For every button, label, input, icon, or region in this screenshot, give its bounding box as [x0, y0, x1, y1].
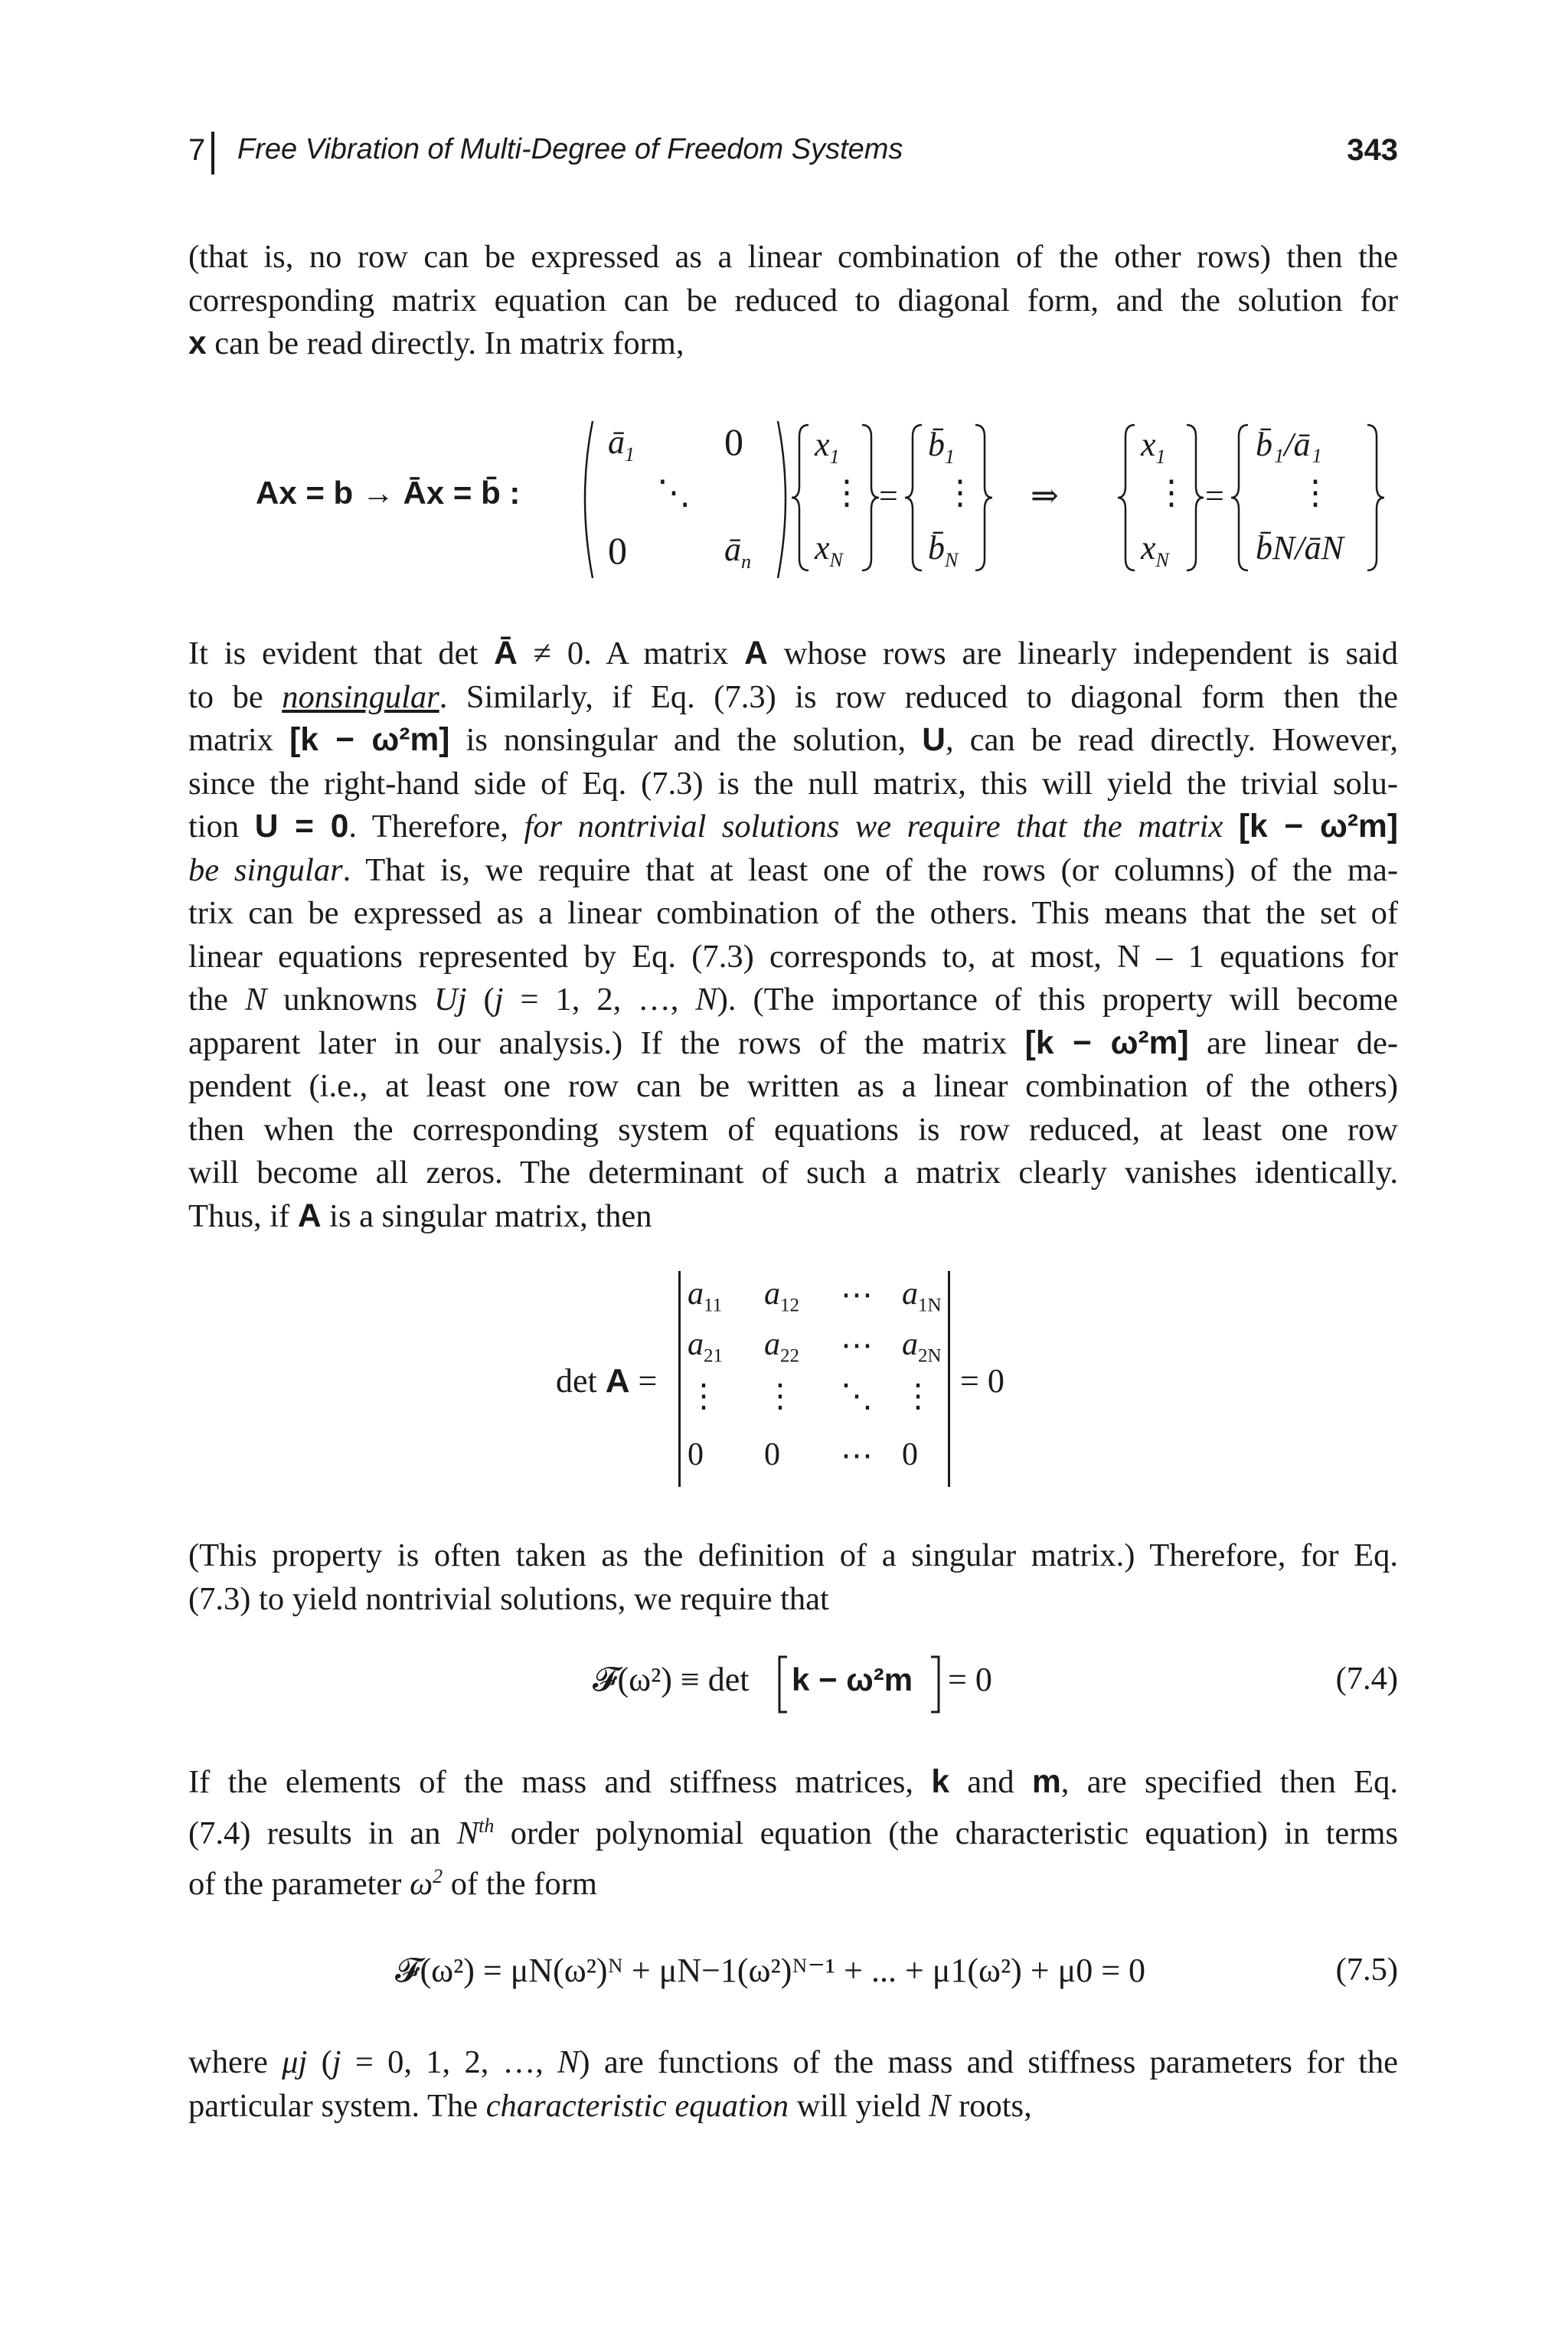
text-line: [188, 849, 1398, 893]
equation-diagonal-form: [188, 406, 1398, 590]
text-line: [188, 719, 1398, 763]
text-line: will become all zeros. The determinant of such a matrix clearly vanishes identically.: [188, 1155, 1398, 1191]
emphasis: be singular: [188, 851, 343, 888]
text-line: (This property is often taken as the definition of a singular matrix.) Therefore, for Eq.: [188, 1537, 1398, 1573]
determinant-cell: 0: [902, 1437, 918, 1472]
text-line: [188, 2041, 1398, 2085]
equals-sign: =: [1205, 477, 1224, 515]
entry-symbol: x: [815, 426, 830, 463]
entry-subscript: N: [1155, 548, 1169, 571]
text-run: particular system. The: [188, 2087, 486, 2124]
entry-subscript: 1: [1155, 445, 1166, 468]
equation-determinant: [188, 1271, 1398, 1493]
determinant-cell: ⋮: [764, 1379, 796, 1414]
entry-symbol: x: [1141, 426, 1156, 463]
text-run: ). (The importance of this property will become: [717, 982, 1399, 1018]
entry-subscript: 1: [945, 445, 955, 468]
text-run: =: [629, 1362, 658, 1400]
emphasis: j: [332, 2044, 341, 2080]
bold-symbol: A: [297, 1197, 322, 1234]
determinant-bar-right: [948, 1271, 950, 1487]
matrix-ddots: ⋱: [657, 474, 691, 511]
text-run: . Similarly, if Eq. (7.3) is row reduced to diagonal form then the: [439, 678, 1399, 715]
text-run: If the elements of the mass and stiffness matrices,: [188, 1764, 932, 1800]
text-line: corresponding matrix equation can be reduced to diagonal form, and the solution for: [188, 282, 1398, 319]
text-run: is a singular matrix, then: [321, 1197, 652, 1234]
bold-symbol: A: [744, 635, 768, 671]
chapter-title: Free Vibration of Multi-Degree of Freedom Systems: [237, 133, 903, 165]
matrix-zero: 0: [608, 529, 627, 572]
text-line: (7.3) to yield nontrivial solutions, we require that: [188, 1580, 829, 1617]
text-run: . Therefore,: [348, 809, 524, 845]
text-line: [188, 322, 1398, 366]
text-line: linear equations represented by Eq. (7.3) corresponds to, at most, N – 1 equations for: [188, 938, 1398, 975]
bold-symbol: k: [931, 1764, 949, 1800]
vector-vdots: ⋮: [1155, 474, 1188, 511]
bold-symbol: Ā: [494, 635, 518, 671]
text-line: since the right-hand side of Eq. (7.3) is the null matrix, this will yield the trivial solu-: [188, 765, 1398, 802]
equation-number: (7.4): [1335, 1661, 1398, 1697]
bold-symbol: m: [1032, 1764, 1061, 1800]
page-number: 343: [1347, 133, 1398, 167]
text-run: to be: [188, 678, 283, 715]
text-line: then when the corresponding system of equations is row reduced, at least one row: [188, 1111, 1398, 1148]
equation-number: (7.5): [1335, 1952, 1398, 1988]
entry-symbol: x: [815, 529, 830, 567]
equation-rhs: = 0: [948, 1661, 992, 1698]
text-line: [188, 632, 1398, 676]
equation-lhs: 𝓕(ω²) ≡ det: [593, 1661, 750, 1698]
emphasis: N: [695, 982, 717, 1018]
entry-symbol: x: [1141, 529, 1156, 567]
diagonal-matrix-entries: [188, 406, 1398, 590]
text-line: pendent (i.e., at least one row can be written as a linear combination of the others): [188, 1068, 1398, 1104]
text-run: (: [466, 982, 495, 1018]
bold-symbol: A: [605, 1362, 630, 1400]
text-run: tion: [188, 809, 255, 845]
header-rule: [211, 132, 214, 175]
emphasis: ω: [410, 1866, 433, 1903]
determinant-cell: $a_{1N}$: [902, 1276, 942, 1316]
vector-entry: [928, 425, 955, 469]
text-run: whose rows are linearly independent is said: [767, 635, 1398, 671]
determinant-cell: $a_{2N}$: [902, 1327, 942, 1367]
vector-vdots: ⋮: [943, 474, 977, 511]
determinant-cell: 0: [688, 1437, 704, 1472]
vector-entry: [1141, 528, 1169, 572]
matrix-zero: 0: [724, 420, 743, 463]
determinant-cell: $a_{11}$: [688, 1276, 723, 1316]
running-head: [188, 130, 1398, 176]
entry-subscript: 1: [625, 443, 635, 466]
text-run: = 0, 1, 2, …,: [341, 2044, 558, 2080]
text-run: ≠ 0. A matrix: [517, 635, 745, 671]
text-run: (7.4) results in an: [188, 1815, 457, 1851]
text-line: [188, 676, 1398, 720]
emphasis: Uj: [434, 982, 467, 1018]
superscript: 2: [433, 1865, 443, 1888]
text-line: (that is, no row can be expressed as a linear combination of the other rows) then the: [188, 239, 1398, 275]
emphasis: j: [494, 982, 504, 1018]
matrix-entry: [608, 423, 635, 466]
emphasis: N: [244, 982, 267, 1018]
text-line: [188, 1855, 1398, 1906]
text-run: of the parameter: [188, 1866, 410, 1903]
text-run: , can be read directly. However,: [945, 722, 1398, 758]
text-line: [188, 1805, 1398, 1856]
determinant-bar-left: [678, 1271, 681, 1487]
text-run: roots,: [950, 2087, 1032, 2124]
text-line: trix can be expressed as a linear combination of the others. This means that the set of: [188, 895, 1398, 931]
text-run: (: [307, 2044, 332, 2080]
paragraph-3: [188, 1534, 1398, 1621]
determinant-cell: $a_{12}$: [764, 1276, 799, 1316]
inline-bracket-expression: [k − ω²m]: [1238, 809, 1398, 845]
entry-symbol: b̄: [928, 529, 945, 567]
text-run: of the form: [443, 1866, 597, 1903]
paragraph-1: [188, 236, 1398, 366]
inline-bracket-expression: [k − ω²m]: [1024, 1024, 1189, 1061]
equation-7-5: [188, 1945, 1398, 1998]
paragraph-2: [188, 632, 1398, 1238]
superscript: th: [479, 1814, 495, 1837]
equals-sign: =: [879, 477, 898, 515]
text-run: It is evident that det: [188, 635, 495, 671]
entry-subscript: 1: [829, 445, 840, 468]
emphasis: N: [557, 2044, 580, 2080]
determinant-grid: [688, 1276, 940, 1482]
emphasis: for nontrivial solutions we require that the matrix: [524, 809, 1239, 845]
vector-entry: [928, 528, 958, 572]
equation-7-4: [188, 1654, 1398, 1715]
text-run: unknowns: [266, 982, 435, 1018]
text-run: and: [949, 1764, 1032, 1800]
entry-symbol: ā: [724, 531, 741, 568]
text-run: matrix: [188, 722, 290, 758]
determinant-cell: ⋯: [841, 1439, 873, 1474]
determinant-cell: ⋱: [841, 1379, 873, 1414]
entry-subscript: N: [829, 548, 843, 571]
paragraph-4: [188, 1761, 1398, 1906]
entry-symbol: ā: [608, 423, 625, 461]
determinant-lhs: [556, 1361, 657, 1400]
emphasis: characteristic equation: [485, 2087, 789, 2124]
text-line: [188, 2085, 1398, 2129]
determinant-rhs: = 0: [960, 1362, 1004, 1400]
emphasis: N: [456, 1815, 479, 1851]
emphasis: μj: [282, 2044, 308, 2080]
text-run: the: [188, 982, 245, 1018]
vector-vdots: ⋮: [1298, 474, 1332, 511]
ratio-entry: b̄N/āN: [1256, 529, 1344, 567]
text-run: can be read directly. In matrix form,: [206, 325, 684, 361]
determinant-cell: ⋯: [841, 1328, 873, 1364]
determinant-cell: 0: [764, 1437, 780, 1472]
bold-symbol: x: [188, 325, 207, 361]
text-run: Thus, if: [188, 1197, 298, 1234]
bold-symbol: U = 0: [254, 809, 349, 845]
determinant-cell: ⋯: [841, 1278, 873, 1313]
text-line: [188, 1761, 1398, 1805]
text-run: order polynomial equation (the characteristic equation) in terms: [494, 1815, 1398, 1851]
text-run: . That is, we require that at least one of the rows (or columns) of the ma-: [342, 851, 1398, 888]
determinant-cell: $a_{21}$: [688, 1327, 723, 1367]
text-line: [188, 1195, 1398, 1239]
emphasis: N: [929, 2087, 951, 2124]
chapter-number: 7: [188, 133, 206, 167]
text-line: [188, 805, 1398, 849]
inline-bracket-expression: [k − ω²m]: [289, 722, 450, 758]
text-run: , are specified then Eq.: [1060, 1764, 1398, 1800]
ratio-entry: b̄₁/ā₁: [1256, 426, 1322, 463]
determinant-cell: $a_{22}$: [764, 1327, 799, 1367]
equation-lhs-text: Ax = b → Āx = b̄ :: [256, 475, 521, 511]
entry-subscript: N: [945, 548, 959, 571]
bracket-contents: k − ω²m: [792, 1661, 913, 1697]
implies-arrow: ⇒: [1031, 477, 1059, 515]
entry-subscript: n: [741, 550, 751, 573]
text-line: [188, 979, 1398, 1022]
text-run: are linear de-: [1188, 1024, 1398, 1061]
vector-entry: [815, 528, 843, 572]
text-run: det: [556, 1362, 606, 1400]
entry-symbol: b̄: [928, 426, 945, 463]
bold-symbol: U: [922, 722, 946, 758]
equation-body: 𝓕(ω²) = μN(ω²)ᴺ + μN−1(ω²)ᴺ⁻¹ + ... + μ1(ω²) + μ0 = 0: [395, 1952, 1146, 1989]
vector-vdots: ⋮: [830, 474, 864, 511]
text-run: ) are functions of the mass and stiffness parameters for the: [579, 2044, 1399, 2080]
vector-entry: [815, 425, 840, 469]
determinant-cell: ⋮: [902, 1379, 934, 1414]
determinant-cell: ⋮: [688, 1379, 720, 1414]
paragraph-5: [188, 2041, 1398, 2128]
text-run: will yield: [789, 2087, 929, 2124]
text-run: where: [188, 2044, 283, 2080]
vector-entry: [1141, 425, 1166, 469]
matrix-entry: [724, 530, 751, 573]
text-run: apparent later in our analysis.) If the rows of the matrix: [188, 1024, 1025, 1061]
text-line: [188, 1022, 1398, 1066]
emphasis: nonsingular: [282, 678, 439, 715]
text-run: = 1, 2, …,: [503, 982, 696, 1018]
text-run: is nonsingular and the solution,: [449, 722, 923, 758]
